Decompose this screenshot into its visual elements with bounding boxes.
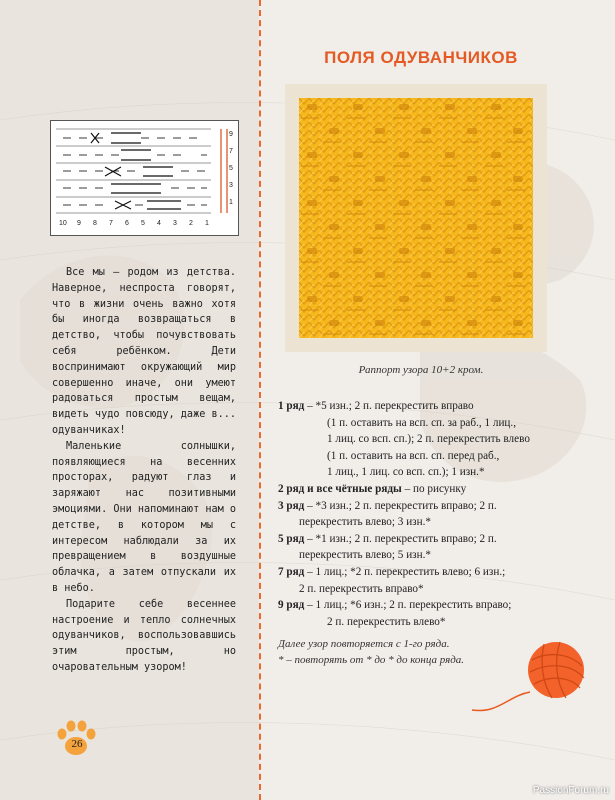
row-text: перекрестить влево; 5 изн.* <box>299 549 431 562</box>
row-text: (1 п. оставить на всп. сп. за раб., 1 лиц., <box>327 416 517 429</box>
intro-text <box>52 265 236 676</box>
row-text: – 1 лиц.; *6 изн.; 2 п. перекрестить вправо; <box>307 599 512 612</box>
instruction-line <box>278 398 598 415</box>
row-label: 7 ряд <box>278 565 305 578</box>
chart-column-number: 7 <box>109 220 113 227</box>
row-label: 1 ряд <box>278 400 305 412</box>
pattern-repeat-caption: Раппорт узора 10+2 кром. <box>358 364 484 376</box>
row-text: перекрестить влево; 3 изн.* <box>299 516 431 529</box>
chart-row-number: 1 <box>229 199 233 206</box>
yarn-ball-icon <box>468 626 588 716</box>
chart-row-number: 9 <box>229 131 233 138</box>
instruction-line <box>278 597 598 614</box>
chart-row-number: 3 <box>229 182 233 189</box>
row-text: 2 п. перекрестить вправо* <box>299 582 424 595</box>
row-text: (1 п. оставить на всп. сп. перед раб., <box>327 449 500 462</box>
instruction-line <box>278 464 598 481</box>
chart-column-number: 9 <box>77 220 81 227</box>
row-text: 1 лиц., 1 лиц. со всп. сп.); 1 изн.* <box>327 466 485 479</box>
footer-note: * – повторять от * до * до конца ряда. <box>278 654 465 666</box>
row-text: 1 лиц. со всп. сп.); 2 п. перекрестить влево <box>327 433 530 446</box>
row-label: 2 ряд и все чётные ряды <box>278 482 402 495</box>
knitting-chart <box>50 120 239 236</box>
knitted-swatch-photo <box>299 98 533 338</box>
instruction-line <box>278 547 598 564</box>
chart-column-number: 1 <box>205 220 209 227</box>
row-text: – *5 изн.; 2 п. перекрестить вправо <box>307 400 474 412</box>
chart-column-number: 8 <box>93 220 97 227</box>
chart-grid <box>51 121 238 235</box>
chart-row-number: 7 <box>229 148 233 155</box>
instruction-line <box>278 581 598 598</box>
intro-paragraph: Все мы – родом из детства. Наверное, неспроста говорят, что в жизни очень важно хотя бы иногда возвращаться в детство, чтобы почувствовать себя ребёнком. Дети воспринимают окружающий мир совершенно иначе, они умеют радоваться простым вещам, видеть чудо повсюду, даже в... одуванчиках! <box>52 267 237 436</box>
row-text: – 1 лиц.; *2 п. перекрестить влево; 6 изн.; <box>307 565 506 578</box>
watermark: PassionForum.ru <box>532 785 609 796</box>
page-number: 26 <box>71 738 83 750</box>
row-text: – по рисунку <box>404 482 467 495</box>
instruction-line <box>278 498 598 515</box>
intro-paragraph: Подарите себе весеннее настроение и тепло солнечных одуванчиков, воспользовавшись этим простым, но очаровательным узором! <box>52 598 236 673</box>
row-instructions <box>278 398 598 630</box>
instruction-line <box>278 514 598 531</box>
instruction-line <box>278 564 598 581</box>
intro-paragraph: Маленькие солнышки, появляющиеся на весенних просторах, радуют глаз и заряжают нас позитивными эмоциями. Они напоминают нам о детстве, в котором мы с интересом наблюдали за их превращением в воздушные облачка, а затем отпускали их в небо. <box>52 440 237 594</box>
chart-column-number: 5 <box>141 220 145 227</box>
instruction-line <box>278 415 598 432</box>
row-text: – *3 изн.; 2 п. перекрестить вправо; 2 п. <box>307 499 497 512</box>
knit-texture <box>299 98 533 338</box>
chart-column-number: 10 <box>59 220 67 227</box>
footer-note: Далее узор повторяется с 1-го ряда. <box>278 638 450 650</box>
chart-column-number: 3 <box>173 220 177 227</box>
chart-column-number: 2 <box>189 220 193 227</box>
chart-row-number: 5 <box>229 165 233 172</box>
page-title: ПОЛЯ ОДУВАНЧИКОВ <box>324 48 518 67</box>
chart-column-number: 4 <box>157 220 161 227</box>
instruction-line <box>278 531 598 548</box>
row-text: 2 п. перекрестить влево* <box>327 615 446 628</box>
dashed-divider <box>259 0 261 800</box>
row-label: 3 ряд <box>278 499 305 512</box>
row-text: – *1 изн.; 2 п. перекрестить вправо; 2 п. <box>307 532 497 545</box>
instruction-line <box>278 481 598 498</box>
chart-column-number: 6 <box>125 220 129 227</box>
row-label: 9 ряд <box>278 599 305 612</box>
instruction-line <box>278 431 598 448</box>
instruction-line <box>278 448 598 465</box>
row-label: 5 ряд <box>278 532 305 545</box>
